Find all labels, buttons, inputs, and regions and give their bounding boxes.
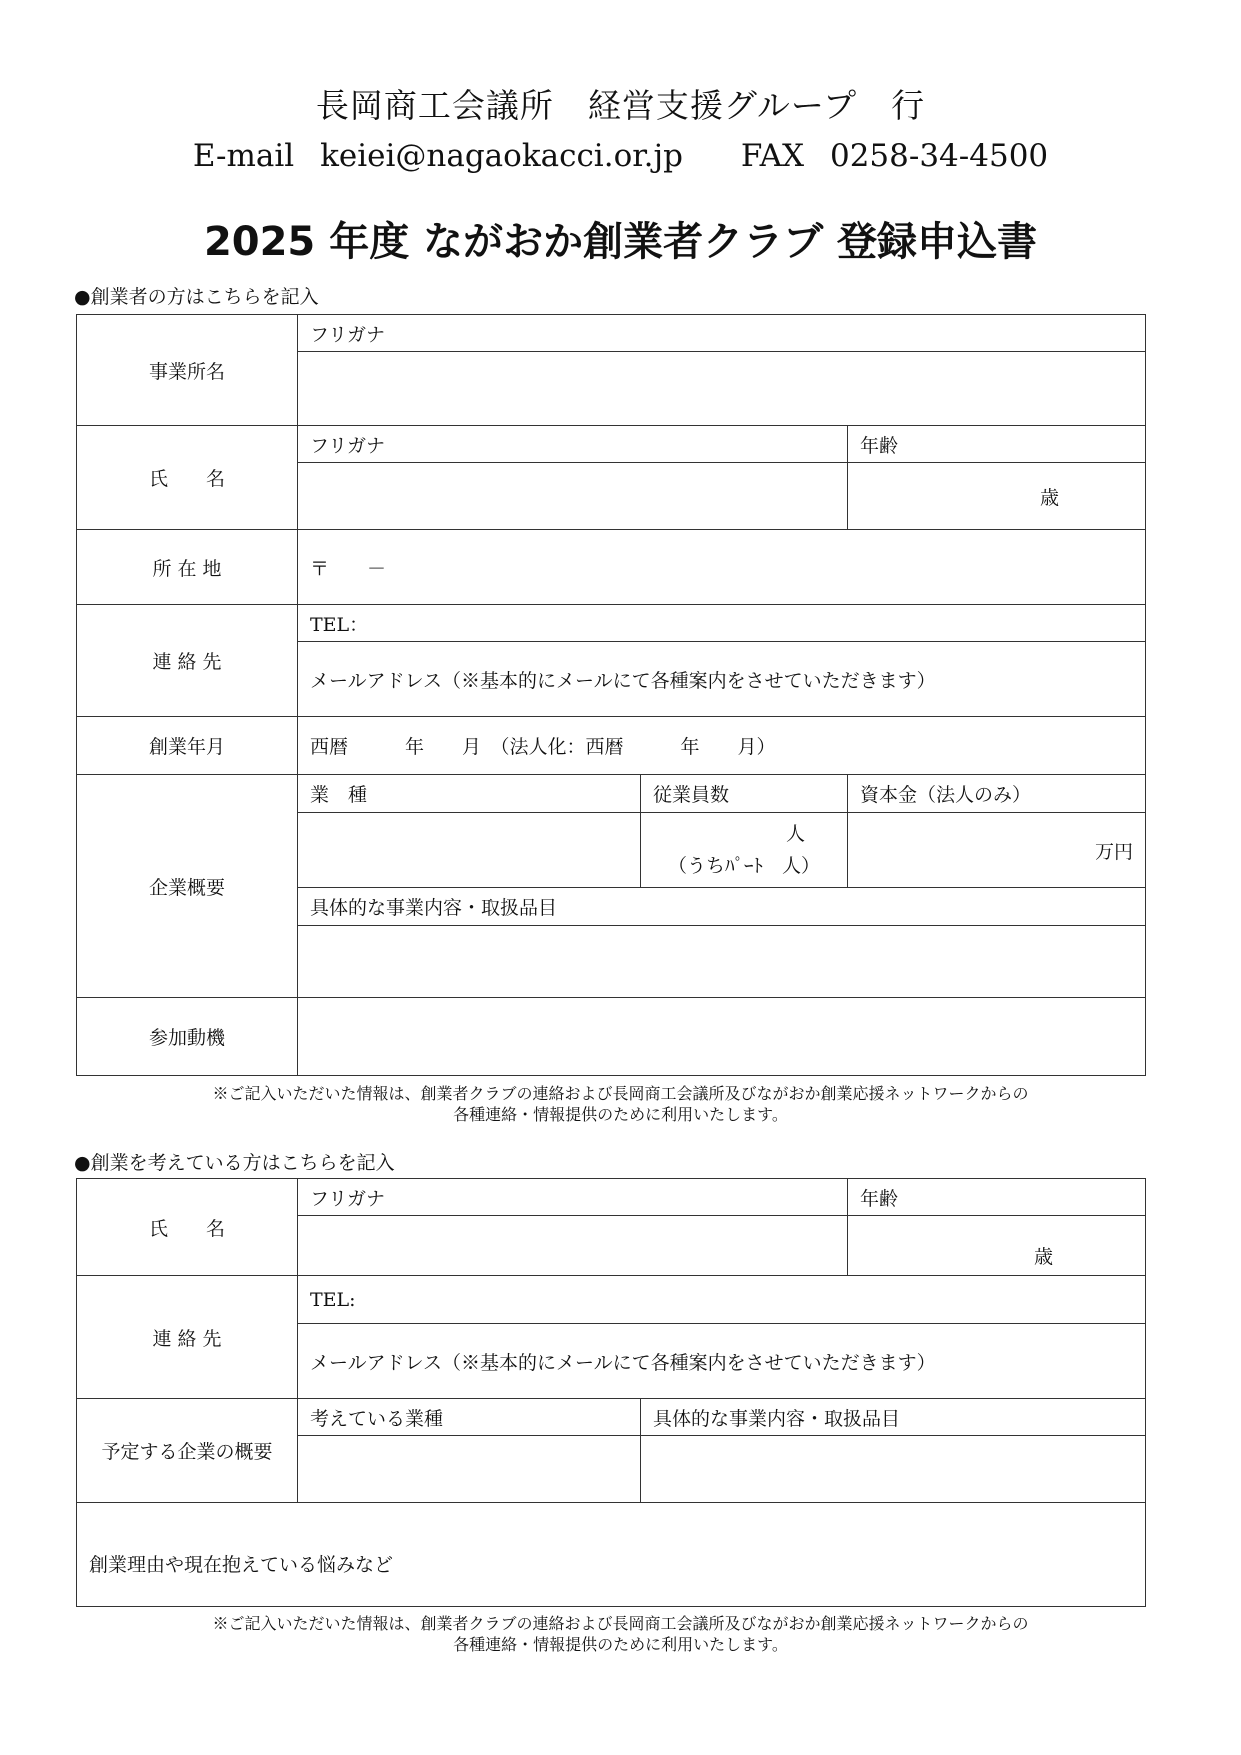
overview-label: 企業概要 [77, 775, 298, 998]
founded-label: 創業年月 [77, 717, 298, 775]
contact-label: 連 絡 先 [77, 605, 298, 717]
tel-field[interactable]: TEL： [298, 605, 1146, 642]
section2-heading: ●創業を考えている方はこちらを記入 [74, 1152, 395, 1174]
founded-field[interactable]: 西暦 年 月 （法人化：西暦 年 月） [298, 717, 1146, 775]
age-field[interactable]: 歳 [848, 463, 1146, 530]
privacy-note-1 [0, 1083, 1241, 1125]
fax-number: 0258-34-4500 [829, 138, 1049, 174]
industry-field[interactable] [298, 813, 641, 888]
business-field[interactable] [298, 926, 1146, 998]
employees-label: 従業員数 [641, 775, 848, 813]
s2-industry-label: 考えている業種 [298, 1399, 641, 1436]
s2-name-field[interactable] [298, 1216, 848, 1276]
business-label: 具体的な事業内容・取扱品目 [298, 888, 1146, 926]
privacy-note-line1: ※ご記入いただいた情報は、創業者クラブの連絡および長岡商工会議所及びながおか創業応援ネットワークからの [212, 1084, 1029, 1103]
name-label: 氏 名 [77, 426, 298, 530]
email-address: keiei@nagaokacci.or.jp [320, 138, 683, 174]
s2-contact-label: 連 絡 先 [77, 1276, 298, 1399]
email-field[interactable]: メールアドレス（※基本的にメールにて各種案内をさせていただきます） [298, 642, 1146, 717]
email-label: E-mail [192, 138, 295, 174]
s2-age-label: 年齢 [848, 1179, 1146, 1216]
industry-label: 業 種 [298, 775, 641, 813]
office-furigana-field[interactable]: フリガナ [298, 315, 1146, 352]
privacy-note-line2: 各種連絡・情報提供のために利用いたします。 [453, 1635, 788, 1654]
office-name-label: 事業所名 [77, 315, 298, 426]
privacy-note-line1: ※ご記入いただいた情報は、創業者クラブの連絡および長岡商工会議所及びながおか創業応援ネットワークからの [212, 1614, 1029, 1633]
s2-email-field[interactable]: メールアドレス（※基本的にメールにて各種案内をさせていただきます） [298, 1324, 1146, 1399]
address-field[interactable]: 〒 － [298, 530, 1146, 605]
s2-age-field[interactable]: 歳 [848, 1216, 1146, 1276]
s2-plan-label: 予定する企業の概要 [77, 1399, 298, 1503]
age-label: 年齢 [848, 426, 1146, 463]
name-field[interactable] [298, 463, 848, 530]
s2-industry-field[interactable] [298, 1436, 641, 1503]
motive-field[interactable] [298, 998, 1146, 1076]
s2-furigana-field[interactable]: フリガナ [298, 1179, 848, 1216]
s2-name-label: 氏 名 [77, 1179, 298, 1276]
employees-field[interactable] [641, 813, 848, 888]
contact-header [0, 138, 1241, 174]
founder-form-table [76, 314, 1146, 1076]
privacy-note-line2: 各種連絡・情報提供のために利用いたします。 [453, 1105, 788, 1124]
s2-business-field[interactable] [641, 1436, 1146, 1503]
address-label: 所 在 地 [77, 530, 298, 605]
office-name-field[interactable] [298, 352, 1146, 426]
s2-tel-field[interactable]: TEL: [298, 1276, 1146, 1324]
prospective-form-table [76, 1178, 1146, 1607]
s2-reason-field[interactable]: 創業理由や現在抱えている悩みなど [77, 1503, 1146, 1607]
section1-heading: ●創業者の方はこちらを記入 [74, 286, 319, 308]
recipient-header: 長岡商工会議所 経営支援グループ 行 [315, 86, 926, 125]
person-unit: 人 [785, 823, 805, 845]
page-title: 2025 年度 ながおか創業者クラブ 登録申込書 [203, 219, 1038, 265]
s2-business-label: 具体的な事業内容・取扱品目 [641, 1399, 1146, 1436]
part-time-note: （うちﾊﾟｰﾄ 人） [667, 855, 820, 877]
capital-field[interactable]: 万円 [848, 813, 1146, 888]
privacy-note-2 [0, 1613, 1241, 1655]
fax-label: FAX [740, 138, 805, 174]
name-furigana-field[interactable]: フリガナ [298, 426, 848, 463]
capital-label: 資本金（法人のみ） [848, 775, 1146, 813]
motive-label: 参加動機 [77, 998, 298, 1076]
